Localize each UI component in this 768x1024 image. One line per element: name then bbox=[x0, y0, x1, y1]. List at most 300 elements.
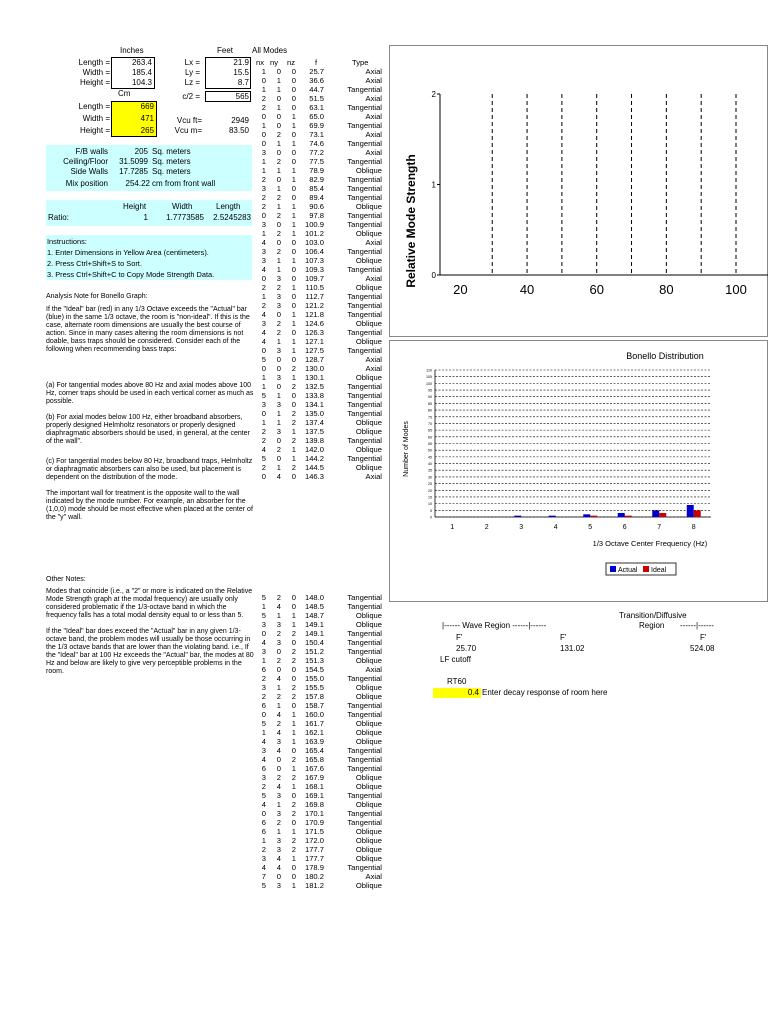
mode-row bbox=[256, 112, 382, 121]
mode-f: 82.9 bbox=[309, 175, 324, 184]
mode-ny: 1 bbox=[276, 409, 281, 418]
mode-type: Tangential bbox=[347, 382, 382, 391]
mode-f: 133.8 bbox=[304, 391, 324, 400]
mode-nx: 3 bbox=[261, 400, 266, 409]
mode-f: 148.5 bbox=[304, 602, 324, 611]
bonello-ideal-bar bbox=[694, 510, 701, 517]
mode-ny: 3 bbox=[276, 400, 281, 409]
ly-value[interactable]: 15.5 bbox=[233, 68, 249, 77]
bonello-actual-bar bbox=[549, 516, 556, 517]
mode-nz: 0 bbox=[291, 292, 296, 301]
mode-type: Tangential bbox=[347, 175, 382, 184]
mode-ny: 1 bbox=[276, 265, 281, 274]
mode-nx: 0 bbox=[261, 211, 266, 220]
mode-f: 78.9 bbox=[309, 166, 324, 175]
mode-nz: 2 bbox=[291, 436, 296, 445]
mode-type: Tangential bbox=[347, 391, 382, 400]
bonello-actual-bar bbox=[652, 510, 659, 517]
mode-row bbox=[256, 193, 382, 202]
mode-f: 137.5 bbox=[304, 427, 324, 436]
mode-row bbox=[256, 854, 382, 863]
bonello-ytick: 15 bbox=[428, 495, 432, 500]
bonello-actual-bar bbox=[514, 516, 521, 517]
mode-nz: 0 bbox=[291, 674, 296, 683]
vcuft-value: 2949 bbox=[231, 116, 249, 125]
mode-f: 165.4 bbox=[304, 746, 324, 755]
mode-f: 77.5 bbox=[309, 157, 324, 166]
mode-nx: 4 bbox=[261, 863, 266, 872]
mode-row bbox=[256, 827, 382, 836]
mode-nx: 1 bbox=[261, 418, 266, 427]
mode-type: Oblique bbox=[355, 445, 382, 454]
mode-f: 162.1 bbox=[304, 728, 324, 737]
mode-ny: 1 bbox=[276, 701, 281, 710]
mode-type: Oblique bbox=[355, 854, 382, 863]
mode-ny: 2 bbox=[276, 593, 281, 602]
bonello-ytick: 5 bbox=[430, 508, 432, 513]
bonello-chart bbox=[389, 340, 768, 602]
mode-type: Tangential bbox=[347, 602, 382, 611]
mode-f: 144.5 bbox=[304, 463, 324, 472]
mode-f: 168.1 bbox=[304, 782, 324, 791]
mode-row bbox=[256, 382, 382, 391]
mode-nz: 0 bbox=[291, 818, 296, 827]
mode-nx: 6 bbox=[261, 827, 266, 836]
mode-f: 101.2 bbox=[304, 229, 324, 238]
mode-nx: 3 bbox=[261, 746, 266, 755]
mode-f: 167.6 bbox=[304, 764, 324, 773]
mode-f: 181.2 bbox=[304, 881, 324, 890]
mode-nx: 3 bbox=[261, 647, 266, 656]
mode-ny: 0 bbox=[276, 454, 281, 463]
mode-f: 106.4 bbox=[304, 247, 324, 256]
mode-type: Tangential bbox=[347, 139, 382, 148]
mode-f: 165.8 bbox=[304, 755, 324, 764]
mode-nx: 1 bbox=[261, 292, 266, 301]
mode-f: 126.3 bbox=[304, 328, 324, 337]
mode-type: Tangential bbox=[347, 85, 382, 94]
lx-value[interactable]: 21.9 bbox=[233, 58, 249, 67]
mode-row bbox=[256, 202, 382, 211]
mode-type: Axial bbox=[365, 67, 382, 76]
mode-ny: 0 bbox=[276, 764, 281, 773]
mode-type: Oblique bbox=[355, 202, 382, 211]
mode-f: 44.7 bbox=[309, 85, 324, 94]
mode-nx: 4 bbox=[261, 265, 266, 274]
mode-nx: 3 bbox=[261, 256, 266, 265]
mode-nz: 0 bbox=[291, 472, 296, 481]
mode-row bbox=[256, 229, 382, 238]
height-cm-input[interactable]: 265 bbox=[140, 126, 154, 135]
mode-nx: 0 bbox=[261, 76, 266, 85]
rt60-input[interactable]: 0.4 bbox=[467, 688, 479, 697]
mode-nx: 1 bbox=[261, 121, 266, 130]
mode-ny: 1 bbox=[276, 139, 281, 148]
mode-type: Oblique bbox=[355, 728, 382, 737]
mode-f: 180.2 bbox=[304, 872, 324, 881]
mode-ny: 2 bbox=[276, 818, 281, 827]
mode-type: Tangential bbox=[347, 265, 382, 274]
mode-type: Tangential bbox=[347, 211, 382, 220]
mode-f: 139.8 bbox=[304, 436, 324, 445]
mode-nz: 2 bbox=[291, 463, 296, 472]
mode-row bbox=[256, 665, 382, 674]
length-cm-label: Length = bbox=[78, 102, 110, 111]
f2-label: F' bbox=[560, 633, 567, 642]
mode-type: Tangential bbox=[347, 791, 382, 800]
mode-f: 103.0 bbox=[304, 238, 324, 247]
mode-ny: 3 bbox=[276, 620, 281, 629]
mode-ny: 2 bbox=[276, 211, 281, 220]
mode-f: 149.1 bbox=[304, 629, 324, 638]
mode-ny: 2 bbox=[276, 445, 281, 454]
wave-region-label: |------ Wave Region ------|------ bbox=[442, 621, 547, 630]
mode-type: Tangential bbox=[347, 701, 382, 710]
mode-f: 97.8 bbox=[309, 211, 324, 220]
lf-cutoff-label: LF cutoff bbox=[440, 655, 471, 664]
height-in-label: Height = bbox=[79, 78, 110, 87]
mode-ny: 3 bbox=[276, 845, 281, 854]
mode-f: 89.4 bbox=[309, 193, 324, 202]
mode-row bbox=[256, 638, 382, 647]
mode-nx: 3 bbox=[261, 184, 266, 193]
mode-f: 65.0 bbox=[309, 112, 324, 121]
fb-walls-value: 205 bbox=[134, 147, 148, 156]
mode-ny: 1 bbox=[276, 202, 281, 211]
mode-nx: 1 bbox=[261, 67, 266, 76]
mode-row bbox=[256, 863, 382, 872]
mode-row bbox=[256, 472, 382, 481]
width-cm-input[interactable]: 471 bbox=[140, 114, 154, 123]
side-walls-unit: Sq. meters bbox=[152, 167, 191, 176]
mode-ny: 2 bbox=[276, 193, 281, 202]
mode-row bbox=[256, 121, 382, 130]
mode-type: Tangential bbox=[347, 247, 382, 256]
mode-f: 134.1 bbox=[304, 400, 324, 409]
mode-f: 169.1 bbox=[304, 791, 324, 800]
modes-header-row bbox=[256, 58, 382, 67]
legend-actual-swatch bbox=[610, 566, 616, 572]
mode-nx: 0 bbox=[261, 472, 266, 481]
mode-ny: 0 bbox=[276, 382, 281, 391]
mode-row bbox=[256, 103, 382, 112]
analysis-note-p2: (a) For tangential modes above 80 Hz and axial modes above 100 Hz, corner traps should be used in each vertical corner as much as possible. bbox=[46, 382, 254, 406]
mode-type: Tangential bbox=[347, 346, 382, 355]
mode-f: 161.7 bbox=[304, 719, 324, 728]
mode-row bbox=[256, 328, 382, 337]
mode-nz: 1 bbox=[291, 112, 296, 121]
bonello-actual-bar bbox=[618, 513, 625, 517]
mode-type: Tangential bbox=[347, 184, 382, 193]
mode-type: Tangential bbox=[347, 220, 382, 229]
bonello-ytick: 35 bbox=[428, 468, 432, 473]
mode-nx: 5 bbox=[261, 391, 266, 400]
mode-row bbox=[256, 238, 382, 247]
mode-nx: 0 bbox=[261, 130, 266, 139]
mode-nx: 3 bbox=[261, 148, 266, 157]
mode-nx: 3 bbox=[261, 319, 266, 328]
mode-row bbox=[256, 157, 382, 166]
mode-f: 172.0 bbox=[304, 836, 324, 845]
mode-ny: 0 bbox=[276, 436, 281, 445]
mode-type: Tangential bbox=[347, 193, 382, 202]
mix-position-unit: cm from front wall bbox=[152, 179, 216, 188]
mode-nz: 0 bbox=[291, 638, 296, 647]
mode-nz: 1 bbox=[291, 211, 296, 220]
mode-ny: 3 bbox=[276, 638, 281, 647]
mode-ny: 4 bbox=[276, 854, 281, 863]
mode-row bbox=[256, 881, 382, 890]
width-in-value[interactable]: 185.4 bbox=[131, 68, 152, 77]
mode-f: 163.9 bbox=[304, 737, 324, 746]
mode-row bbox=[256, 409, 382, 418]
mode-f: 69.9 bbox=[309, 121, 324, 130]
mode-f: 127.1 bbox=[304, 337, 324, 346]
mode-nx: 3 bbox=[261, 620, 266, 629]
bonello-ytick: 20 bbox=[428, 488, 432, 493]
mode-nz: 0 bbox=[291, 103, 296, 112]
mode-f: 110.5 bbox=[305, 283, 324, 292]
mode-ny: 0 bbox=[276, 665, 281, 674]
mode-type: Oblique bbox=[355, 620, 382, 629]
mode-nx: 0 bbox=[261, 346, 266, 355]
mode-nx: 2 bbox=[261, 782, 266, 791]
mode-type: Oblique bbox=[355, 463, 382, 472]
length-cm-input[interactable]: 669 bbox=[140, 102, 154, 111]
mode-nx: 1 bbox=[261, 229, 266, 238]
mode-nz: 1 bbox=[291, 166, 296, 175]
f1-label: F' bbox=[456, 633, 463, 642]
mode-nz: 2 bbox=[291, 845, 296, 854]
mode-row bbox=[256, 211, 382, 220]
mode-f: 169.8 bbox=[304, 800, 324, 809]
mode-row bbox=[256, 427, 382, 436]
mode-nx: 4 bbox=[261, 638, 266, 647]
mode-nx: 1 bbox=[261, 157, 266, 166]
bonello-ytick: 95 bbox=[428, 388, 432, 393]
mode-nx: 2 bbox=[261, 301, 266, 310]
vcum-value: 83.50 bbox=[228, 126, 249, 135]
bonello-svg bbox=[390, 341, 768, 603]
mode-row bbox=[256, 818, 382, 827]
mode-nz: 2 bbox=[291, 809, 296, 818]
mode-row bbox=[256, 755, 382, 764]
height-in-value[interactable]: 104.3 bbox=[131, 78, 152, 87]
mode-type: Tangential bbox=[347, 593, 382, 602]
mode-nx: 4 bbox=[261, 445, 266, 454]
mode-f: 148.7 bbox=[304, 611, 324, 620]
mode-nx: 0 bbox=[261, 139, 266, 148]
ratio-width-value: 1.7773585 bbox=[166, 213, 204, 222]
mode-type: Axial bbox=[365, 148, 382, 157]
bonello-ytick: 85 bbox=[428, 401, 432, 406]
bonello-title: Bonello Distribution bbox=[626, 351, 704, 361]
nx-header: nx bbox=[256, 58, 265, 67]
mode-nz: 0 bbox=[291, 157, 296, 166]
mode-row bbox=[256, 85, 382, 94]
mode-nz: 2 bbox=[291, 382, 296, 391]
mode-ny: 1 bbox=[276, 184, 281, 193]
mode-ny: 1 bbox=[276, 103, 281, 112]
mode-row bbox=[256, 620, 382, 629]
mode-f: 170.1 bbox=[304, 809, 324, 818]
mode-f: 160.0 bbox=[304, 710, 324, 719]
mode-row bbox=[256, 283, 382, 292]
mode-row bbox=[256, 274, 382, 283]
mode-f: 150.4 bbox=[304, 638, 324, 647]
mode-row bbox=[256, 836, 382, 845]
mode-row bbox=[256, 629, 382, 638]
mode-row bbox=[256, 436, 382, 445]
mode-row bbox=[256, 319, 382, 328]
bonello-xtick: 2 bbox=[484, 524, 489, 531]
mode-nz: 0 bbox=[291, 400, 296, 409]
mode-type: Tangential bbox=[347, 409, 382, 418]
mode-nz: 0 bbox=[291, 665, 296, 674]
mode-nx: 5 bbox=[261, 355, 266, 364]
side-walls-value: 17.7285 bbox=[119, 167, 148, 176]
mode-row bbox=[256, 593, 382, 602]
mode-row bbox=[256, 656, 382, 665]
bonello-xtick: 6 bbox=[622, 524, 627, 531]
mode-row bbox=[256, 800, 382, 809]
mode-type: Axial bbox=[365, 94, 382, 103]
mode-row bbox=[256, 175, 382, 184]
mode-type: Oblique bbox=[355, 283, 382, 292]
ly-label: Ly = bbox=[184, 68, 200, 77]
mode-type: Tangential bbox=[347, 328, 382, 337]
mode-row bbox=[256, 346, 382, 355]
mode-nz: 1 bbox=[291, 737, 296, 746]
mode-type: Tangential bbox=[347, 103, 382, 112]
mode-ny: 3 bbox=[276, 292, 281, 301]
mode-row bbox=[256, 76, 382, 85]
mode-strength-ytick: 2 bbox=[431, 90, 436, 99]
ny-header: ny bbox=[270, 58, 279, 67]
bonello-xtick: 8 bbox=[691, 524, 696, 531]
region-end-dashes: ------|------ bbox=[680, 621, 715, 630]
mode-nx: 4 bbox=[261, 800, 266, 809]
mode-nx: 2 bbox=[261, 193, 266, 202]
lz-value[interactable]: 8.7 bbox=[237, 78, 249, 87]
mode-nz: 2 bbox=[291, 364, 296, 373]
mode-f: 36.6 bbox=[309, 76, 324, 85]
bonello-ytick: 100 bbox=[426, 381, 432, 386]
bonello-ideal-bar bbox=[659, 513, 666, 517]
mode-f: 130.1 bbox=[304, 373, 324, 382]
mode-ny: 1 bbox=[276, 256, 281, 265]
mode-type: Oblique bbox=[355, 611, 382, 620]
mode-ny: 1 bbox=[276, 463, 281, 472]
bonello-xlabel: 1/3 Octave Center Frequency (Hz) bbox=[592, 539, 708, 548]
f2-value: 131.02 bbox=[560, 644, 585, 653]
vcuft-label: Vcu ft= bbox=[176, 116, 202, 125]
mode-type: Oblique bbox=[355, 166, 382, 175]
vcum-label: Vcu m= bbox=[174, 126, 202, 135]
mode-ny: 3 bbox=[276, 373, 281, 382]
mode-ny: 3 bbox=[276, 274, 281, 283]
mode-ny: 2 bbox=[276, 773, 281, 782]
mode-f: 128.7 bbox=[304, 355, 324, 364]
mode-nx: 2 bbox=[261, 692, 266, 701]
mode-ny: 1 bbox=[276, 337, 281, 346]
c2-label: c/2 = bbox=[182, 92, 200, 101]
mode-nx: 2 bbox=[261, 463, 266, 472]
mode-type: Axial bbox=[365, 130, 382, 139]
bonello-ideal-bar bbox=[590, 516, 597, 517]
mode-nz: 1 bbox=[291, 881, 296, 890]
mode-nx: 2 bbox=[261, 202, 266, 211]
mode-ny: 1 bbox=[276, 166, 281, 175]
mode-nx: 1 bbox=[261, 728, 266, 737]
mode-nz: 1 bbox=[291, 229, 296, 238]
mode-nx: 0 bbox=[261, 274, 266, 283]
mode-nz: 1 bbox=[291, 310, 296, 319]
mode-nx: 0 bbox=[261, 364, 266, 373]
mode-nx: 6 bbox=[261, 764, 266, 773]
ceiling-floor-value: 31.5099 bbox=[119, 157, 148, 166]
mode-ny: 3 bbox=[276, 427, 281, 436]
f3-label: F' bbox=[700, 633, 707, 642]
f-header: f bbox=[315, 58, 318, 67]
mode-f: 148.0 bbox=[304, 593, 324, 602]
transition-title: Transition/Diffusive bbox=[619, 611, 687, 620]
mode-nx: 6 bbox=[261, 701, 266, 710]
mode-ny: 0 bbox=[276, 364, 281, 373]
mode-type: Axial bbox=[365, 274, 382, 283]
mode-f: 158.7 bbox=[304, 701, 324, 710]
mode-f: 121.2 bbox=[304, 301, 324, 310]
mode-nz: 0 bbox=[291, 85, 296, 94]
mode-nx: 6 bbox=[261, 818, 266, 827]
mode-type: Oblique bbox=[355, 656, 382, 665]
mode-ny: 2 bbox=[276, 283, 281, 292]
mode-row bbox=[256, 728, 382, 737]
mode-type: Axial bbox=[365, 76, 382, 85]
mode-ny: 2 bbox=[276, 229, 281, 238]
mode-nz: 1 bbox=[291, 728, 296, 737]
length-in-value[interactable]: 263.4 bbox=[131, 58, 152, 67]
mode-type: Tangential bbox=[347, 157, 382, 166]
bonello-ytick: 90 bbox=[428, 395, 432, 400]
analysis-note-p3: (b) For axial modes below 100 Hz, either broadband absorbers, properly designed Helmholtz resonators or properly designed diaphragmatic absorbers should be used, in general, at the center of the wall". bbox=[46, 414, 250, 446]
mode-nz: 0 bbox=[291, 355, 296, 364]
mode-nx: 2 bbox=[261, 427, 266, 436]
mode-row bbox=[256, 445, 382, 454]
mode-nz: 1 bbox=[291, 764, 296, 773]
mode-nx: 4 bbox=[261, 328, 266, 337]
bonello-ytick: 0 bbox=[430, 515, 432, 520]
mode-nz: 0 bbox=[291, 872, 296, 881]
instruction-3: 3. Press Ctrl+Shift+C to Copy Mode Strength Data. bbox=[47, 270, 215, 279]
mode-nz: 0 bbox=[291, 247, 296, 256]
mode-nz: 0 bbox=[291, 76, 296, 85]
mode-f: 109.7 bbox=[304, 274, 324, 283]
mode-type: Tangential bbox=[347, 710, 382, 719]
mode-nx: 6 bbox=[261, 665, 266, 674]
mode-row bbox=[256, 391, 382, 400]
mode-nz: 1 bbox=[291, 611, 296, 620]
mode-nx: 1 bbox=[261, 85, 266, 94]
mode-strength-xtick: 80 bbox=[659, 282, 674, 297]
width-in-label: Width = bbox=[82, 68, 110, 77]
mode-type: Tangential bbox=[347, 454, 382, 463]
mode-nz: 0 bbox=[291, 67, 296, 76]
mode-nz: 0 bbox=[291, 130, 296, 139]
c2-value[interactable]: 565 bbox=[235, 92, 249, 101]
ratio-height-value: 1 bbox=[143, 213, 148, 222]
mode-nx: 5 bbox=[261, 593, 266, 602]
